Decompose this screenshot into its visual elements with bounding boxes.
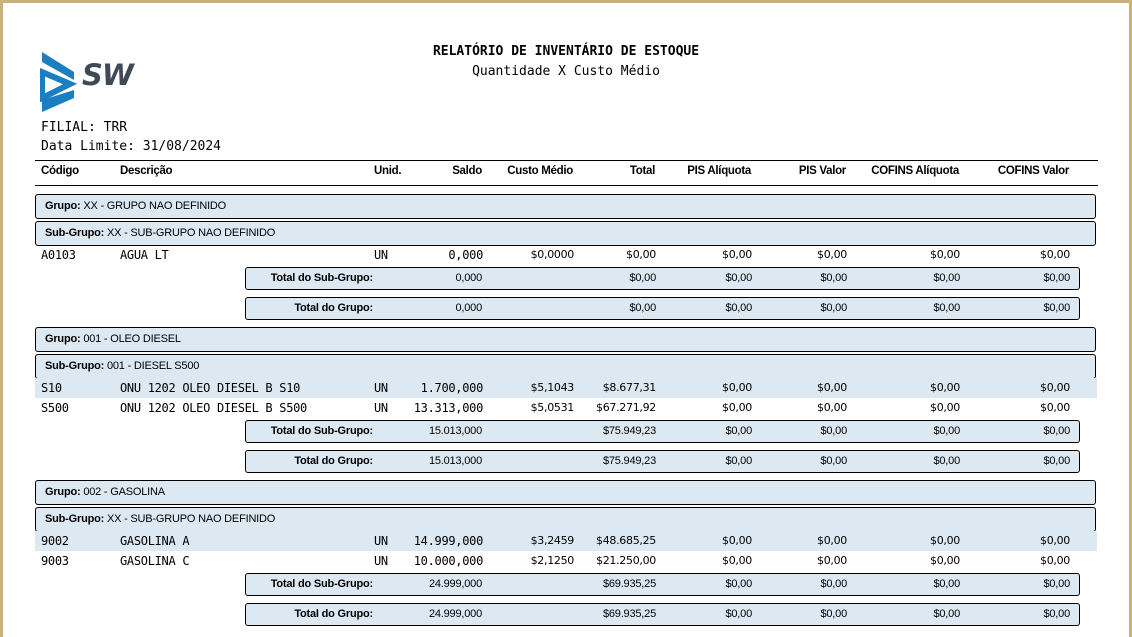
item-cofins-aliquota: $0,00 bbox=[930, 554, 960, 567]
item-codigo: A0103 bbox=[41, 248, 76, 262]
report-title: RELATÓRIO DE INVENTÁRIO DE ESTOQUE bbox=[432, 44, 700, 59]
item-cofins-aliquota: $0,00 bbox=[930, 381, 960, 394]
total-pis-aliquota: $0,00 bbox=[725, 302, 752, 314]
item-unid: UN bbox=[374, 554, 388, 568]
total-cofins-valor: $0,00 bbox=[1043, 425, 1070, 437]
col-header-descricao: Descrição bbox=[120, 165, 173, 177]
total-pis-valor: $0,00 bbox=[820, 608, 847, 620]
total-saldo: 15.013,000 bbox=[428, 455, 482, 467]
item-total: $48.685,25 bbox=[596, 534, 656, 547]
subgroup-label-prefix: Sub-Grupo: bbox=[45, 513, 105, 525]
total-saldo: 0,000 bbox=[455, 272, 482, 284]
report-subtitle: Quantidade X Custo Médio bbox=[472, 64, 660, 79]
item-cofins-valor: $0,00 bbox=[1040, 554, 1070, 567]
table-row bbox=[35, 378, 1097, 398]
item-custo-medio: $2,1250 bbox=[530, 554, 574, 567]
group-label-prefix: Grupo: bbox=[45, 333, 81, 345]
group-label-prefix: Grupo: bbox=[45, 200, 81, 212]
group-label bbox=[45, 333, 181, 345]
table-row bbox=[35, 398, 1097, 418]
total-cofins-aliquota: $0,00 bbox=[933, 272, 960, 284]
table-row bbox=[35, 551, 1097, 571]
item-descricao: ONU 1202 OLEO DIESEL B S500 bbox=[120, 401, 307, 415]
total-total: $69.935,25 bbox=[602, 608, 656, 620]
item-total: $21.250,00 bbox=[596, 554, 656, 567]
subgroup-label bbox=[45, 360, 199, 372]
table-row bbox=[35, 245, 1097, 265]
item-saldo: 0,000 bbox=[448, 248, 483, 262]
item-pis-valor: $0,00 bbox=[817, 554, 847, 567]
item-pis-aliquota: $0,00 bbox=[722, 381, 752, 394]
total-pis-valor: $0,00 bbox=[820, 272, 847, 284]
subgroup-header bbox=[35, 354, 1096, 379]
item-custo-medio: $5,0531 bbox=[530, 401, 574, 414]
subgroup-label-prefix: Sub-Grupo: bbox=[45, 360, 105, 372]
subgroup-name: XX - SUB-GRUPO NAO DEFINIDO bbox=[106, 227, 276, 239]
group-label-prefix: Grupo: bbox=[45, 486, 81, 498]
item-saldo: 1.700,000 bbox=[420, 381, 483, 395]
group-name: XX - GRUPO NAO DEFINIDO bbox=[83, 200, 227, 212]
total-pis-aliquota: $0,00 bbox=[725, 425, 752, 437]
item-cofins-valor: $0,00 bbox=[1040, 401, 1070, 414]
total-total: $75.949,23 bbox=[602, 455, 656, 467]
group-label bbox=[45, 200, 226, 212]
col-header-pis-valor: PIS Valor bbox=[798, 165, 846, 177]
item-unid: UN bbox=[374, 401, 388, 415]
total-saldo: 0,000 bbox=[455, 302, 482, 314]
total-total: $0,00 bbox=[629, 272, 656, 284]
item-cofins-aliquota: $0,00 bbox=[930, 401, 960, 414]
item-saldo: 10.000,000 bbox=[413, 554, 483, 568]
total-pis-valor: $0,00 bbox=[820, 302, 847, 314]
subgroup-label bbox=[45, 227, 275, 239]
item-codigo: S500 bbox=[41, 401, 69, 415]
item-custo-medio: $3,2459 bbox=[530, 534, 574, 547]
item-cofins-valor: $0,00 bbox=[1040, 534, 1070, 547]
item-pis-valor: $0,00 bbox=[817, 534, 847, 547]
total-cofins-valor: $0,00 bbox=[1043, 608, 1070, 620]
group-name: 002 - GASOLINA bbox=[83, 486, 165, 498]
subgroup-total-box-label: Total do Sub-Grupo: bbox=[270, 272, 373, 284]
item-cofins-valor: $0,00 bbox=[1040, 381, 1070, 394]
item-pis-aliquota: $0,00 bbox=[722, 534, 752, 547]
subgroup-total-box bbox=[245, 420, 1080, 443]
total-saldo: 24.999,000 bbox=[428, 578, 482, 590]
item-descricao: GASOLINA A bbox=[120, 534, 190, 548]
total-cofins-valor: $0,00 bbox=[1043, 578, 1070, 590]
group-total-box bbox=[245, 603, 1080, 626]
col-header-custo-medio: Custo Médio bbox=[507, 165, 573, 177]
col-header-cofins-aliquota: COFINS Alíquota bbox=[871, 165, 959, 177]
subgroup-total-box bbox=[245, 267, 1080, 290]
subgroup-total-box bbox=[245, 573, 1080, 596]
total-total: $69.935,25 bbox=[602, 578, 656, 590]
total-pis-aliquota: $0,00 bbox=[725, 455, 752, 467]
item-codigo: 9002 bbox=[41, 534, 69, 548]
item-pis-aliquota: $0,00 bbox=[722, 248, 752, 261]
item-cofins-valor: $0,00 bbox=[1040, 248, 1070, 261]
item-descricao: ONU 1202 OLEO DIESEL B S10 bbox=[120, 381, 301, 395]
total-cofins-valor: $0,00 bbox=[1043, 272, 1070, 284]
item-pis-aliquota: $0,00 bbox=[722, 554, 752, 567]
total-cofins-aliquota: $0,00 bbox=[933, 578, 960, 590]
total-cofins-valor: $0,00 bbox=[1043, 455, 1070, 467]
total-total: $0,00 bbox=[629, 302, 656, 314]
item-total: $0,00 bbox=[626, 248, 656, 261]
group-header bbox=[35, 327, 1096, 352]
item-codigo: 9003 bbox=[41, 554, 69, 568]
total-pis-valor: $0,00 bbox=[820, 578, 847, 590]
item-total: $67.271,92 bbox=[596, 401, 656, 414]
item-pis-valor: $0,00 bbox=[817, 401, 847, 414]
item-cofins-aliquota: $0,00 bbox=[930, 248, 960, 261]
group-total-box-label: Total do Grupo: bbox=[294, 608, 373, 620]
group-label bbox=[45, 486, 165, 498]
subgroup-name: 001 - DIESEL S500 bbox=[106, 360, 200, 372]
total-cofins-aliquota: $0,00 bbox=[933, 608, 960, 620]
item-pis-valor: $0,00 bbox=[817, 381, 847, 394]
total-cofins-valor: $0,00 bbox=[1043, 302, 1070, 314]
subgroup-total-box-label: Total do Sub-Grupo: bbox=[270, 578, 373, 590]
total-total: $75.949,23 bbox=[602, 425, 656, 437]
total-cofins-aliquota: $0,00 bbox=[933, 425, 960, 437]
item-descricao: AGUA LT bbox=[120, 248, 169, 262]
logo-text: SW bbox=[82, 58, 133, 92]
col-header-total: Total bbox=[629, 165, 655, 177]
subgroup-header bbox=[35, 221, 1096, 246]
subgroup-label-prefix: Sub-Grupo: bbox=[45, 227, 105, 239]
item-cofins-aliquota: $0,00 bbox=[930, 534, 960, 547]
group-total-box bbox=[245, 450, 1080, 473]
item-saldo: 14.999,000 bbox=[413, 534, 483, 548]
subgroup-label bbox=[45, 513, 275, 525]
item-unid: UN bbox=[374, 534, 388, 548]
group-header bbox=[35, 194, 1096, 219]
total-pis-valor: $0,00 bbox=[820, 455, 847, 467]
total-saldo: 15.013,000 bbox=[428, 425, 482, 437]
col-header-pis-aliquota: PIS Alíquota bbox=[687, 165, 751, 177]
total-pis-aliquota: $0,00 bbox=[725, 608, 752, 620]
total-pis-aliquota: $0,00 bbox=[725, 578, 752, 590]
data-limite-label: Data Limite: 31/08/2024 bbox=[41, 139, 222, 154]
group-total-box-label: Total do Grupo: bbox=[294, 302, 373, 314]
subgroup-header bbox=[35, 507, 1096, 532]
group-header bbox=[35, 480, 1096, 505]
item-unid: UN bbox=[374, 381, 388, 395]
total-pis-aliquota: $0,00 bbox=[725, 272, 752, 284]
filial-label: FILIAL: TRR bbox=[41, 120, 128, 135]
item-custo-medio: $5,1043 bbox=[530, 381, 574, 394]
item-descricao: GASOLINA C bbox=[120, 554, 190, 568]
total-cofins-aliquota: $0,00 bbox=[933, 455, 960, 467]
item-codigo: S10 bbox=[41, 381, 62, 395]
group-total-box bbox=[245, 297, 1080, 320]
total-cofins-aliquota: $0,00 bbox=[933, 302, 960, 314]
col-header-cofins-valor: COFINS Valor bbox=[997, 165, 1069, 177]
item-custo-medio: $0,0000 bbox=[530, 248, 574, 261]
subgroup-total-box-label: Total do Sub-Grupo: bbox=[270, 425, 373, 437]
col-header-codigo: Código bbox=[41, 165, 79, 177]
header-bottom-rule bbox=[35, 185, 1098, 186]
item-pis-valor: $0,00 bbox=[817, 248, 847, 261]
item-pis-aliquota: $0,00 bbox=[722, 401, 752, 414]
header-top-rule bbox=[35, 160, 1098, 161]
group-total-box-label: Total do Grupo: bbox=[294, 455, 373, 467]
col-header-saldo: Saldo bbox=[452, 165, 482, 177]
total-saldo: 24.999,000 bbox=[428, 608, 482, 620]
item-saldo: 13.313,000 bbox=[413, 401, 483, 415]
col-header-unid: Unid. bbox=[374, 165, 402, 177]
group-name: 001 - OLEO DIESEL bbox=[83, 333, 181, 345]
item-unid: UN bbox=[374, 248, 388, 262]
total-pis-valor: $0,00 bbox=[820, 425, 847, 437]
item-total: $8.677,31 bbox=[602, 381, 656, 394]
table-row bbox=[35, 531, 1097, 551]
subgroup-name: XX - SUB-GRUPO NAO DEFINIDO bbox=[106, 513, 276, 525]
